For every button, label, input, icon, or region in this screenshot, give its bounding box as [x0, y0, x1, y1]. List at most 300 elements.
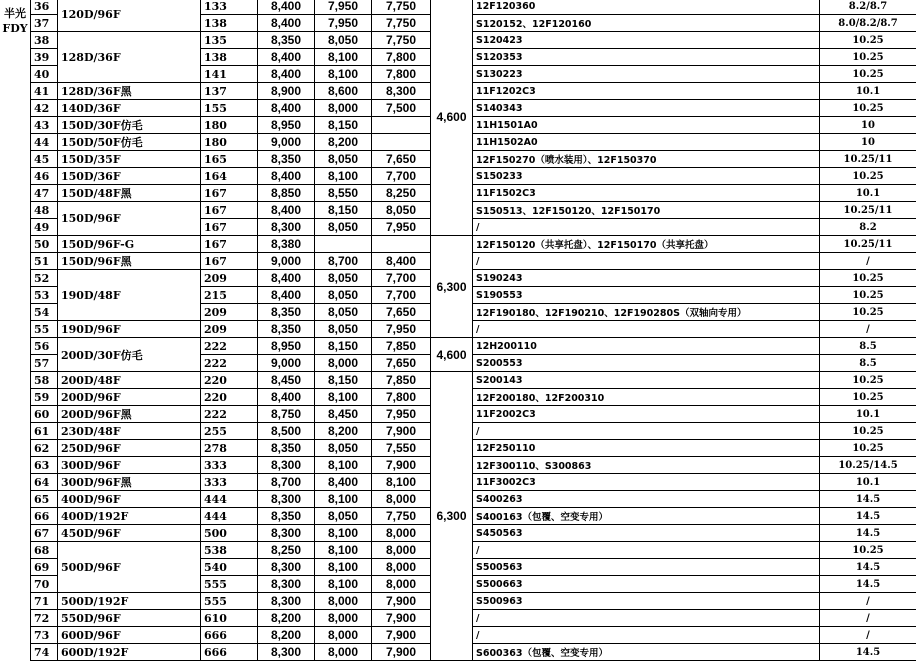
length-cell: 10.25/14.5 — [820, 457, 916, 474]
spec-cell: 120D/96F — [58, 0, 201, 32]
dtex-cell: 222 — [201, 338, 258, 355]
row-number: 57 — [31, 355, 58, 372]
dtex-cell: 666 — [201, 627, 258, 644]
dtex-cell: 180 — [201, 134, 258, 151]
price-cell-1: 8,300 — [258, 219, 315, 236]
price-cell-1: 8,400 — [258, 287, 315, 304]
row-number: 74 — [31, 644, 58, 661]
product-code-cell: 12F150120（共享托盘）、12F150170（共享托盘） — [473, 236, 820, 253]
spec-cell: 600D/192F — [58, 644, 201, 661]
dtex-cell: 555 — [201, 593, 258, 610]
table-row — [31, 202, 916, 219]
price-cell-2: 8,150 — [315, 117, 372, 134]
dtex-cell: 165 — [201, 151, 258, 168]
table-row — [31, 508, 916, 525]
length-cell: 14.5 — [820, 508, 916, 525]
group-price-cell: 4,600 — [431, 0, 473, 236]
product-code-cell: 11H1501A0 — [473, 117, 820, 134]
table-row — [31, 542, 916, 559]
row-number: 66 — [31, 508, 58, 525]
dtex-cell: 610 — [201, 610, 258, 627]
row-number: 61 — [31, 423, 58, 440]
row-number: 59 — [31, 389, 58, 406]
price-cell-3: 7,800 — [372, 49, 431, 66]
spec-cell: 200D/48F — [58, 372, 201, 389]
spec-cell: 190D/48F — [58, 270, 201, 321]
length-cell: 10 — [820, 134, 916, 151]
spec-cell: 150D/50F仿毛 — [58, 134, 201, 151]
length-cell: 10.25 — [820, 66, 916, 83]
spec-cell: 500D/96F — [58, 542, 201, 593]
spec-cell: 400D/192F — [58, 508, 201, 525]
length-cell: 10.1 — [820, 406, 916, 423]
price-cell-3: 8,050 — [372, 202, 431, 219]
price-cell-1: 8,400 — [258, 0, 315, 15]
price-cell-3: 8,100 — [372, 474, 431, 491]
price-cell-1: 8,850 — [258, 185, 315, 202]
price-cell-2: 8,050 — [315, 151, 372, 168]
spec-cell: 150D/36F — [58, 168, 201, 185]
price-cell-2: 8,100 — [315, 168, 372, 185]
spec-cell: 300D/96F — [58, 457, 201, 474]
product-code-cell: S190553 — [473, 287, 820, 304]
product-code-cell: S150513、12F150120、12F150170 — [473, 202, 820, 219]
dtex-cell: 222 — [201, 406, 258, 423]
dtex-cell: 209 — [201, 270, 258, 287]
row-number: 50 — [31, 236, 58, 253]
price-cell-3: 7,800 — [372, 66, 431, 83]
table-row — [31, 644, 916, 661]
price-cell-1: 8,200 — [258, 627, 315, 644]
price-cell-1: 8,400 — [258, 49, 315, 66]
price-cell-2: 8,200 — [315, 134, 372, 151]
product-code-cell: S400163（包覆、空变专用） — [473, 508, 820, 525]
row-number: 55 — [31, 321, 58, 338]
price-cell-1: 8,500 — [258, 423, 315, 440]
price-cell-3: 7,800 — [372, 389, 431, 406]
length-cell: / — [820, 321, 916, 338]
dtex-cell: 555 — [201, 576, 258, 593]
length-cell: 10.25 — [820, 32, 916, 49]
row-number: 54 — [31, 304, 58, 321]
row-number: 69 — [31, 559, 58, 576]
table-row — [31, 372, 916, 389]
price-cell-2: 8,100 — [315, 559, 372, 576]
price-cell-3: 7,500 — [372, 100, 431, 117]
product-code-cell: 11H1502A0 — [473, 134, 820, 151]
length-cell: 10.25 — [820, 389, 916, 406]
price-cell-2: 8,100 — [315, 525, 372, 542]
product-code-cell: 11F1202C3 — [473, 83, 820, 100]
price-cell-3: 7,900 — [372, 593, 431, 610]
price-cell-1: 8,400 — [258, 168, 315, 185]
row-number: 62 — [31, 440, 58, 457]
length-cell: 10.25 — [820, 100, 916, 117]
price-cell-2: 8,000 — [315, 644, 372, 661]
price-cell-2: 8,100 — [315, 576, 372, 593]
price-cell-2: 8,150 — [315, 202, 372, 219]
price-cell-2: 8,100 — [315, 49, 372, 66]
price-cell-3: 8,250 — [372, 185, 431, 202]
price-cell-3: 7,750 — [372, 15, 431, 32]
price-cell-2 — [315, 236, 372, 253]
row-number: 71 — [31, 593, 58, 610]
price-cell-1: 8,350 — [258, 508, 315, 525]
price-cell-2: 8,150 — [315, 338, 372, 355]
table-row — [31, 321, 916, 338]
row-number: 42 — [31, 100, 58, 117]
length-cell: / — [820, 593, 916, 610]
length-cell: 8.5 — [820, 355, 916, 372]
price-cell-1: 8,400 — [258, 389, 315, 406]
row-number: 60 — [31, 406, 58, 423]
category-label: 半光FDY — [0, 6, 30, 36]
spec-cell: 200D/30F仿毛 — [58, 338, 201, 372]
table-row — [31, 423, 916, 440]
spec-cell: 140D/36F — [58, 100, 201, 117]
price-cell-3: 7,900 — [372, 423, 431, 440]
row-number: 70 — [31, 576, 58, 593]
spec-cell: 550D/96F — [58, 610, 201, 627]
product-code-cell: 12F300110、S300863 — [473, 457, 820, 474]
table-row — [31, 338, 916, 355]
spec-cell: 400D/96F — [58, 491, 201, 508]
price-cell-3: 7,550 — [372, 440, 431, 457]
price-cell-3: 7,750 — [372, 0, 431, 15]
spec-cell: 200D/96F — [58, 389, 201, 406]
row-number: 38 — [31, 32, 58, 49]
product-code-cell: 12F190180、12F190210、12F190280S（双轴向专用） — [473, 304, 820, 321]
row-number: 68 — [31, 542, 58, 559]
price-cell-1: 8,400 — [258, 202, 315, 219]
row-number: 73 — [31, 627, 58, 644]
price-cell-2: 8,050 — [315, 287, 372, 304]
row-number: 40 — [31, 66, 58, 83]
row-number: 43 — [31, 117, 58, 134]
table-row — [31, 83, 916, 100]
price-cell-3 — [372, 134, 431, 151]
price-cell-3: 7,850 — [372, 338, 431, 355]
price-cell-2: 8,150 — [315, 372, 372, 389]
price-cell-2: 8,050 — [315, 219, 372, 236]
length-cell: 10.25/11 — [820, 151, 916, 168]
spec-cell: 150D/96F黑 — [58, 253, 201, 270]
price-cell-1: 8,950 — [258, 338, 315, 355]
dtex-cell: 209 — [201, 304, 258, 321]
price-cell-3: 8,000 — [372, 542, 431, 559]
group-price-cell: 4,600 — [431, 338, 473, 372]
price-cell-3: 7,650 — [372, 355, 431, 372]
price-cell-3: 7,750 — [372, 32, 431, 49]
price-cell-2: 8,050 — [315, 270, 372, 287]
price-cell-3 — [372, 117, 431, 134]
table-row — [31, 100, 916, 117]
dtex-cell: 167 — [201, 185, 258, 202]
dtex-cell: 255 — [201, 423, 258, 440]
product-code-cell: S120152、12F120160 — [473, 15, 820, 32]
price-cell-2: 8,700 — [315, 253, 372, 270]
spec-cell: 150D/96F — [58, 202, 201, 236]
product-code-cell: S400263 — [473, 491, 820, 508]
product-code-cell: / — [473, 321, 820, 338]
price-cell-2: 8,000 — [315, 593, 372, 610]
price-cell-3: 7,950 — [372, 406, 431, 423]
product-code-cell: 11F1502C3 — [473, 185, 820, 202]
price-cell-2: 8,550 — [315, 185, 372, 202]
price-cell-2: 8,100 — [315, 491, 372, 508]
price-cell-1: 9,000 — [258, 253, 315, 270]
dtex-cell: 500 — [201, 525, 258, 542]
spec-cell: 300D/96F黑 — [58, 474, 201, 491]
row-number: 53 — [31, 287, 58, 304]
product-code-cell: 12H200110 — [473, 338, 820, 355]
length-cell: 10.25/11 — [820, 202, 916, 219]
price-cell-1: 8,950 — [258, 117, 315, 134]
price-cell-3: 7,700 — [372, 270, 431, 287]
price-cell-2: 8,100 — [315, 457, 372, 474]
table-row — [31, 406, 916, 423]
table-row — [31, 474, 916, 491]
length-cell: 10.25 — [820, 372, 916, 389]
row-number: 49 — [31, 219, 58, 236]
length-cell: 10 — [820, 117, 916, 134]
price-cell-1: 8,300 — [258, 525, 315, 542]
price-cell-1: 8,350 — [258, 321, 315, 338]
price-cell-1: 8,300 — [258, 644, 315, 661]
spec-cell: 200D/96F黑 — [58, 406, 201, 423]
length-cell: 8.5 — [820, 338, 916, 355]
price-cell-3: 7,700 — [372, 168, 431, 185]
spec-cell: 190D/96F — [58, 321, 201, 338]
dtex-cell: 167 — [201, 202, 258, 219]
table-row — [31, 457, 916, 474]
price-cell-1: 8,300 — [258, 593, 315, 610]
product-code-cell: / — [473, 219, 820, 236]
price-cell-3: 8,000 — [372, 559, 431, 576]
length-cell: 14.5 — [820, 644, 916, 661]
spec-cell: 450D/96F — [58, 525, 201, 542]
product-code-cell: S200143 — [473, 372, 820, 389]
price-cell-2: 7,950 — [315, 0, 372, 15]
length-cell: 10.25 — [820, 440, 916, 457]
product-code-cell: / — [473, 627, 820, 644]
price-table — [30, 0, 916, 661]
product-code-cell: 11F2002C3 — [473, 406, 820, 423]
price-cell-2: 8,050 — [315, 508, 372, 525]
table-row — [31, 610, 916, 627]
price-cell-3: 7,700 — [372, 287, 431, 304]
table-row — [31, 32, 916, 49]
row-number: 58 — [31, 372, 58, 389]
row-number: 41 — [31, 83, 58, 100]
table-row — [31, 491, 916, 508]
product-code-cell: / — [473, 253, 820, 270]
length-cell: 10.1 — [820, 474, 916, 491]
price-cell-1: 8,300 — [258, 491, 315, 508]
dtex-cell: 133 — [201, 0, 258, 15]
price-cell-1: 8,900 — [258, 83, 315, 100]
product-code-cell: / — [473, 610, 820, 627]
price-cell-3: 7,900 — [372, 610, 431, 627]
price-cell-3: 8,000 — [372, 525, 431, 542]
row-number: 56 — [31, 338, 58, 355]
dtex-cell: 141 — [201, 66, 258, 83]
product-code-cell: 12F150270（喷水装用）、12F150370 — [473, 151, 820, 168]
row-number: 52 — [31, 270, 58, 287]
table-row — [31, 270, 916, 287]
product-code-cell: S150233 — [473, 168, 820, 185]
spec-cell: 230D/48F — [58, 423, 201, 440]
price-cell-3: 8,000 — [372, 576, 431, 593]
dtex-cell: 538 — [201, 542, 258, 559]
length-cell: 14.5 — [820, 525, 916, 542]
price-cell-1: 8,380 — [258, 236, 315, 253]
price-cell-2: 8,000 — [315, 610, 372, 627]
length-cell: / — [820, 627, 916, 644]
product-code-cell: S120423 — [473, 32, 820, 49]
dtex-cell: 180 — [201, 117, 258, 134]
row-number: 65 — [31, 491, 58, 508]
length-cell: 14.5 — [820, 559, 916, 576]
product-code-cell: S130223 — [473, 66, 820, 83]
price-cell-2: 8,050 — [315, 440, 372, 457]
spec-cell: 150D/35F — [58, 151, 201, 168]
price-cell-2: 7,950 — [315, 15, 372, 32]
price-cell-3: 7,900 — [372, 627, 431, 644]
price-cell-2: 8,400 — [315, 474, 372, 491]
price-cell-1: 8,200 — [258, 610, 315, 627]
row-number: 45 — [31, 151, 58, 168]
row-number: 67 — [31, 525, 58, 542]
price-cell-2: 8,000 — [315, 355, 372, 372]
product-code-cell: 12F120360 — [473, 0, 820, 15]
dtex-cell: 138 — [201, 49, 258, 66]
spec-cell: 250D/96F — [58, 440, 201, 457]
table-row — [31, 440, 916, 457]
length-cell: 10.25 — [820, 49, 916, 66]
price-cell-3: 7,650 — [372, 304, 431, 321]
price-cell-3: 8,300 — [372, 83, 431, 100]
price-cell-2: 8,100 — [315, 66, 372, 83]
price-cell-2: 8,050 — [315, 32, 372, 49]
group-price-cell: 6,300 — [431, 372, 473, 661]
price-cell-2: 8,050 — [315, 321, 372, 338]
row-number: 46 — [31, 168, 58, 185]
price-cell-3: 7,950 — [372, 321, 431, 338]
price-cell-1: 8,350 — [258, 440, 315, 457]
row-number: 63 — [31, 457, 58, 474]
dtex-cell: 540 — [201, 559, 258, 576]
length-cell: 14.5 — [820, 491, 916, 508]
dtex-cell: 278 — [201, 440, 258, 457]
spec-cell: 600D/96F — [58, 627, 201, 644]
price-cell-3: 7,900 — [372, 457, 431, 474]
product-code-cell: S190243 — [473, 270, 820, 287]
price-cell-1: 9,000 — [258, 134, 315, 151]
price-cell-3: 7,900 — [372, 644, 431, 661]
price-cell-3: 8,400 — [372, 253, 431, 270]
price-cell-2: 8,450 — [315, 406, 372, 423]
spec-cell: 150D/48F黑 — [58, 185, 201, 202]
table-row — [31, 389, 916, 406]
table-row — [31, 134, 916, 151]
product-code-cell: S500563 — [473, 559, 820, 576]
length-cell: 10.25 — [820, 304, 916, 321]
price-cell-1: 8,350 — [258, 304, 315, 321]
product-code-cell: S120353 — [473, 49, 820, 66]
price-cell-3: 7,950 — [372, 219, 431, 236]
row-number: 64 — [31, 474, 58, 491]
price-cell-2: 8,100 — [315, 389, 372, 406]
dtex-cell: 137 — [201, 83, 258, 100]
product-code-cell: S600363（包覆、空变专用） — [473, 644, 820, 661]
price-cell-3 — [372, 236, 431, 253]
dtex-cell: 155 — [201, 100, 258, 117]
length-cell: 8.2 — [820, 219, 916, 236]
price-cell-1: 8,300 — [258, 559, 315, 576]
length-cell: 10.25 — [820, 168, 916, 185]
price-cell-1: 8,400 — [258, 15, 315, 32]
length-cell: 8.2/8.7 — [820, 0, 916, 15]
dtex-cell: 444 — [201, 508, 258, 525]
dtex-cell: 333 — [201, 474, 258, 491]
product-code-cell: 11F3002C3 — [473, 474, 820, 491]
price-cell-3: 7,750 — [372, 508, 431, 525]
price-cell-2: 8,000 — [315, 627, 372, 644]
price-cell-1: 8,750 — [258, 406, 315, 423]
dtex-cell: 135 — [201, 32, 258, 49]
length-cell: 10.25/11 — [820, 236, 916, 253]
length-cell: 14.5 — [820, 576, 916, 593]
product-code-cell: S450563 — [473, 525, 820, 542]
length-cell: / — [820, 610, 916, 627]
table-row — [31, 236, 916, 253]
price-cell-1: 8,250 — [258, 542, 315, 559]
spec-cell: 150D/96F-G — [58, 236, 201, 253]
length-cell: 10.25 — [820, 287, 916, 304]
dtex-cell: 167 — [201, 253, 258, 270]
product-code-cell: S500663 — [473, 576, 820, 593]
price-cell-1: 8,400 — [258, 100, 315, 117]
price-cell-1: 8,350 — [258, 151, 315, 168]
price-cell-2: 8,050 — [315, 304, 372, 321]
price-cell-1: 8,400 — [258, 270, 315, 287]
price-cell-2: 8,100 — [315, 542, 372, 559]
product-code-cell: / — [473, 542, 820, 559]
price-cell-2: 8,000 — [315, 100, 372, 117]
row-number: 37 — [31, 15, 58, 32]
product-code-cell: 12F200180、12F200310 — [473, 389, 820, 406]
row-number: 72 — [31, 610, 58, 627]
price-cell-2: 8,600 — [315, 83, 372, 100]
table-row — [31, 0, 916, 15]
product-code-cell: S140343 — [473, 100, 820, 117]
price-cell-1: 9,000 — [258, 355, 315, 372]
price-cell-3: 7,650 — [372, 151, 431, 168]
price-cell-1: 8,400 — [258, 66, 315, 83]
table-row — [31, 253, 916, 270]
length-cell: 10.1 — [820, 83, 916, 100]
spec-cell: 128D/36F黑 — [58, 83, 201, 100]
price-cell-1: 8,300 — [258, 457, 315, 474]
dtex-cell: 444 — [201, 491, 258, 508]
price-cell-3: 7,850 — [372, 372, 431, 389]
table-row — [31, 525, 916, 542]
row-number: 44 — [31, 134, 58, 151]
dtex-cell: 167 — [201, 219, 258, 236]
product-code-cell: / — [473, 423, 820, 440]
length-cell: 10.1 — [820, 185, 916, 202]
